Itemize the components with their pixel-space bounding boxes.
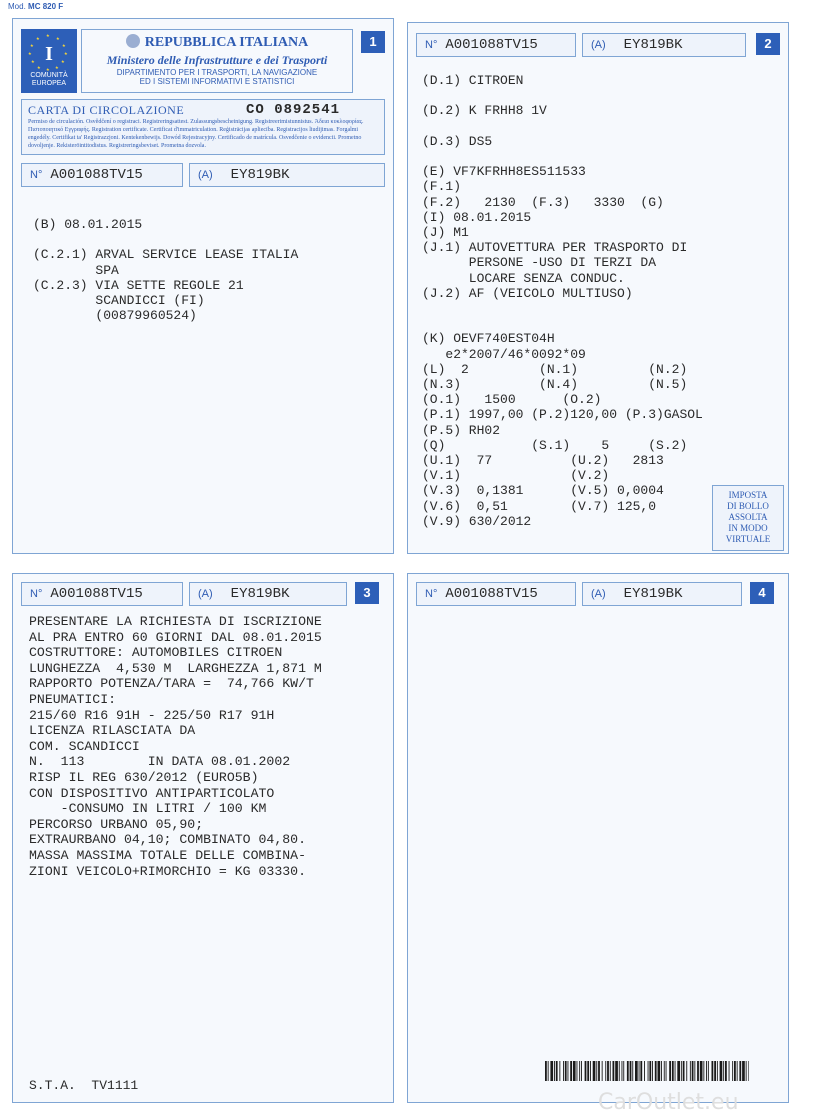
plate-label: (A): [198, 169, 213, 181]
eu-label-line2: EUROPEA: [31, 80, 67, 87]
panel-number-4: 4: [750, 582, 774, 604]
document-number-box: [21, 163, 183, 187]
plate-number: EY819BK: [230, 586, 290, 602]
panel1-body: (B) 08.01.2015 (C.2.1) ARVAL SERVICE LEASE ITALIA SPA (C.2.3) VIA SETTE REGOLE 21 SCANDICCI (FI) (00879960524): [33, 217, 299, 324]
number-label: N°: [30, 588, 43, 600]
number-label: N°: [425, 39, 438, 51]
carta-header: [21, 99, 385, 155]
document-number-box: [21, 582, 183, 606]
document-number: A001088TV15: [445, 37, 538, 53]
plate-box: [582, 582, 742, 606]
document-number: A001088TV15: [445, 586, 538, 602]
panel-4: [407, 573, 789, 1103]
carta-title: CARTA DI CIRCOLAZIONE: [28, 103, 185, 117]
department-line1: DIPARTIMENTO PER I TRASPORTI, LA NAVIGAZIONE: [116, 68, 318, 77]
panel-number-1: 1: [361, 31, 385, 53]
eu-flag-icon: ★ ★ ★ ★ ★ ★ ★ ★ ★ ★ ★ ★ I: [26, 33, 72, 71]
ministry-header: [81, 29, 353, 93]
document-number: A001088TV15: [50, 586, 143, 602]
panel-number-3: 3: [355, 582, 379, 604]
eu-label-line1: COMUNITÀ: [30, 72, 68, 79]
republic-title-text: REPUBBLICA ITALIANA: [144, 35, 309, 50]
barcode: [545, 1061, 749, 1081]
panel3-body: PRESENTARE LA RICHIESTA DI ISCRIZIONE AL PRA ENTRO 60 GIORNI DAL 08.01.2015 COSTRUTTORE: AUTOMOBILES CITROEN LUNGHEZZA 4,530 M LARGHEZZA 1,871 M RAPPORTO POTENZA/TARA = 74,766 KW/T PNEUMATICI: 215/60 R16 91H - 225/50 R17 91H LICENZA RILASCIATA DA COM. SCANDICCI N. 113 IN DATA 08.01.2002 RISP IL REG 630/2012 (EURO5B) CON DISPOSITIVO ANTIPARTICOLATO -CONSUMO IN LITRI / 100 KM PERCORSO URBANO 05,90; EXTRAURBANO 04,10; COMBINATO 04,80. MASSA MASSIMA TOTALE DELLE COMBINA- ZIONI VEICOLO+RIMORCHIO = KG 03330.: [29, 614, 322, 879]
plate-number: EY819BK: [623, 37, 683, 53]
plate-label: (A): [198, 588, 213, 600]
plate-label: (A): [591, 588, 606, 600]
document-number-box: [416, 582, 576, 606]
eu-label: [21, 72, 77, 88]
plate-box: [582, 33, 746, 57]
plate-box: [189, 582, 347, 606]
panel-2: [407, 22, 789, 554]
republic-title: [82, 34, 352, 51]
stamp-line3: ASSOLTA: [728, 512, 768, 522]
stamp-line4: IN MODO: [728, 523, 768, 533]
carta-translations: Permiso de circulación. Osvědčení o registraci. Registreringsattest. Zulassungsbescheinigung. Registreerimistunnistus. Άδεια κυκλοφορίας. Πιστοποιητικό Εγγραφής. Registration certificate. Certificat d'immatriculation. Reģistrācijas apliecība. Registracijos liudijimas. Forgalmi engedély. Certifikat ta' Reġistrazzjoni. Kentekenbewijs. Dowód Rejestracyjny. Certificado de matrícula. Osvedčenie o evidencii. Prometno dovoljenje. Rekisteröintitodistus. Registreringsbeviset. Prometna dozvola.: [28, 119, 364, 149]
panel3-footer: S.T.A. TV1111: [29, 1078, 139, 1093]
republic-emblem-icon: [126, 34, 140, 48]
plate-label: (A): [591, 39, 606, 51]
stamp-line2: DI BOLLO: [727, 501, 769, 511]
panel2-body: (D.1) CITROEN (D.2) K FRHH8 1V (D.3) DS5 (E) VF7KFRHH8ES511533 (F.1) (F.2) 2130 (F.3) 3330 (G) (I) 08.01.2015 (J) M1 (J.1) AUTOVETTURA PER TRASPORTO DI PERSONE -USO DI TERZI DA LOCARE SENZA CONDUC. (J.2) AF (VEICOLO MULTIUSO) (K) OEVF740EST04H e2*2007/46*0092*09 (L) 2 (N.1) (N.2) (N.3) (N.4) (N.5) (O.1) 1500 (O.2) (P.1) 1997,00 (P.2)120,00 (P.3)GASOL (P.5) RH02 (Q) (S.1) 5 (S.2) (U.1) 77 (U.2) 2813 (V.1) (V.2) (V.3) 0,1381 (V.5) 0,0004 (V.6) 0,51 (V.7) 125,0 (V.9) 630/2012: [422, 73, 703, 529]
number-label: N°: [30, 169, 43, 181]
eu-country-letter: I: [45, 43, 53, 65]
tax-stamp: [712, 485, 784, 551]
stamp-line1: IMPOSTA: [728, 490, 768, 500]
plate-number: EY819BK: [623, 586, 683, 602]
form-code-prefix: Mod.: [8, 2, 26, 11]
plate-number: EY819BK: [230, 167, 290, 183]
panel-1: [12, 18, 394, 554]
plate-box: [189, 163, 385, 187]
carta-number: CO 0892541: [246, 102, 341, 118]
stamp-line5: VIRTUALE: [725, 534, 771, 544]
panel-number-2: 2: [756, 33, 780, 55]
document-number: A001088TV15: [50, 167, 143, 183]
number-label: N°: [425, 588, 438, 600]
form-code: [8, 2, 63, 11]
form-code-value: MC 820 F: [28, 2, 64, 11]
panel-3: [12, 573, 394, 1103]
eu-emblem: [21, 29, 77, 93]
department-line2: ED I SISTEMI INFORMATIVI E STATISTICI: [139, 77, 295, 86]
ministry-name: Ministero delle Infrastrutture e dei Trasporti: [106, 53, 328, 67]
document-number-box: [416, 33, 576, 57]
watermark: CarOutlet.eu: [598, 1090, 739, 1115]
